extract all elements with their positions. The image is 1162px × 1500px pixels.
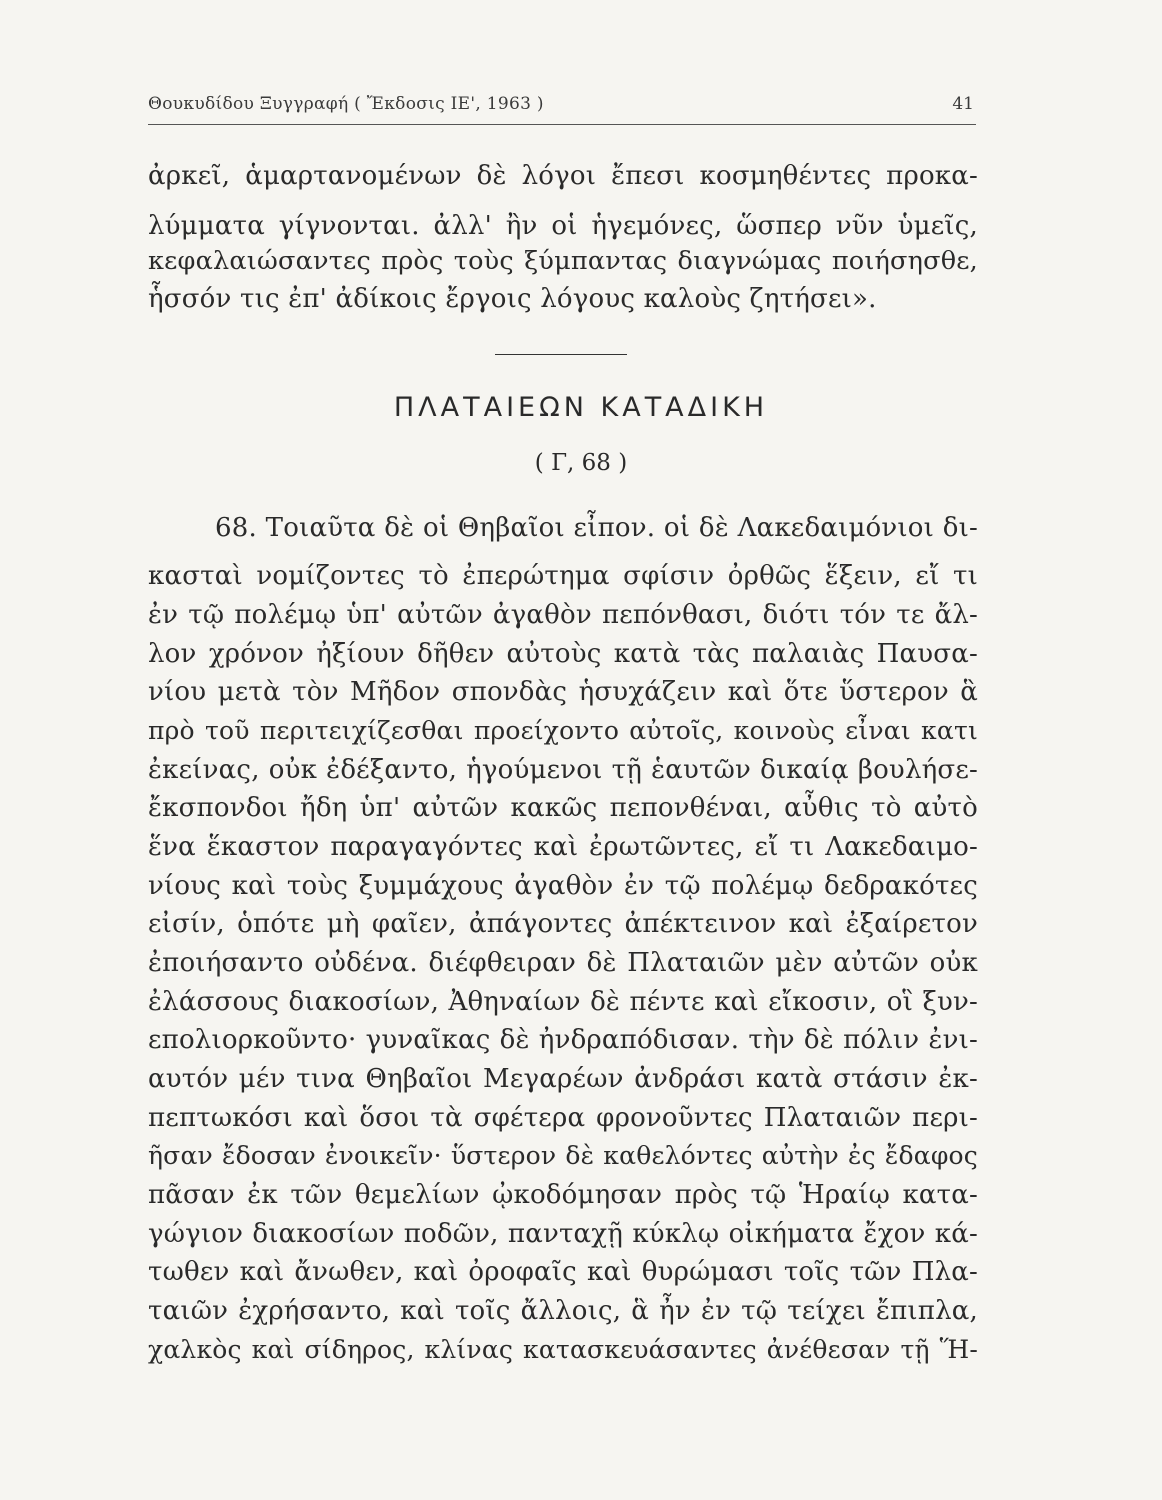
text-line: χαλκὸς καὶ σίδηρος, κλίνας κατασκευάσαντες ἀνέθεσαν τῇ Ἥ-: [148, 1335, 978, 1364]
text-line: ἔκσπονδοι ἤδη ὑπ' αὐτῶν κακῶς πεπονθέναι, αὖθις τὸ αὐτὸ: [148, 793, 978, 823]
section-heading: ΠΛΑΤΑΙΕΩΝ ΚΑΤΑΔΙΚΗ: [393, 392, 769, 423]
text-line: ἐποιήσαντο οὐδένα. διέφθειραν δὲ Πλαταιῶν μὲν αὐτῶν οὐκ: [148, 948, 978, 978]
text-line: ἐν τῷ πολέμῳ ὑπ' αὐτῶν ἀγαθὸν πεπόνθασι, διότι τόν τε ἄλ-: [148, 600, 978, 630]
section-divider: [495, 354, 627, 355]
text-line: κεφαλαιώσαντες πρὸς τοὺς ξύμπαντας διαγνώμας ποιήσησθε,: [148, 246, 978, 276]
text-line: νίους καὶ τοὺς ξυμμάχους ἀγαθὸν ἐν τῷ πολέμῳ δεδρακότες: [148, 871, 978, 901]
header-title: Θουκυδίδου Ξυγγραφή ( Ἔκδοσις ΙΕ', 1963 ): [148, 94, 544, 114]
text-line: κασταὶ νομίζοντες τὸ ἐπερώτημα σφίσιν ὀρθῶς ἕξειν, εἴ τι: [148, 561, 978, 591]
running-header: [148, 94, 976, 125]
text-line: ῆσαν ἔδοσαν ἐνοικεῖν· ὕστερον δὲ καθελόντες αὐτὴν ἐς ἔδαφος: [148, 1141, 978, 1170]
text-line: ἕνα ἕκαστον παραγαγόντες καὶ ἐρωτῶντες, εἴ τι Λακεδαιμο-: [148, 832, 978, 862]
text-line: ἧσσόν τις ἐπ' ἀδίκοις ἔργοις λόγους καλοὺς ζητήσει».: [148, 284, 877, 314]
text-line: εἰσίν, ὁπότε μὴ φαῖεν, ἀπάγοντες ἀπέκτεινον καὶ ἐξαίρετον: [148, 909, 978, 939]
text-line: 68. Τοιαῦτα δὲ οἱ Θηβαῖοι εἶπον. οἱ δὲ Λακεδαιμόνιοι δι-: [215, 513, 978, 543]
text-line: νίου μετὰ τὸν Μῆδον σπονδὰς ἡσυχάζειν καὶ ὅτε ὕστερον ἃ: [148, 677, 978, 707]
text-line: ἀρκεῖ, ἁμαρτανομένων δὲ λόγοι ἔπεσι κοσμηθέντες προκα-: [148, 161, 978, 191]
section-reference: ( Γ, 68 ): [534, 450, 628, 476]
text-line: ἐκείνας, οὐκ ἐδέξαντο, ἡγούμενοι τῇ ἑαυτῶν δικαίᾳ βουλήσε-: [148, 755, 978, 785]
text-line: αυτόν μέν τινα Θηβαῖοι Μεγαρέων ἀνδράσι κατὰ στάσιν ἐκ-: [148, 1064, 978, 1094]
text-line: πεπτωκόσι καὶ ὅσοι τὰ σφέτερα φρονοῦντες Πλαταιῶν περι-: [148, 1103, 978, 1133]
text-line: γώγιον διακοσίων ποδῶν, πανταχῇ κύκλῳ οἰκήματα ἔχον κά-: [148, 1219, 978, 1249]
text-line: πρὸ τοῦ περιτειχίζεσθαι προείχοντο αὐτοῖς, κοινοὺς εἶναι κατι: [148, 716, 978, 745]
text-line: λον χρόνον ἠξίουν δῆθεν αὐτοὺς κατὰ τὰς παλαιὰς Παυσα-: [148, 639, 978, 669]
text-line: επολιορκοῦντο· γυναῖκας δὲ ἠνδραπόδισαν. τὴν δὲ πόλιν ἐνι-: [148, 1025, 978, 1055]
text-line: ἐλάσσους διακοσίων, Ἀθηναίων δὲ πέντε καὶ εἴκοσιν, οἳ ξυν-: [148, 987, 978, 1017]
text-line: ταιῶν ἐχρήσαντο, καὶ τοῖς ἄλλοις, ἃ ἦν ἐν τῷ τείχει ἔπιπλα,: [148, 1296, 978, 1326]
text-line: πᾶσαν ἐκ τῶν θεμελίων ᾠκοδόμησαν πρὸς τῷ Ἡραίῳ κατα-: [148, 1180, 978, 1210]
page-number: 41: [952, 94, 974, 114]
text-line: λύμματα γίγνονται. ἀλλ' ἢν οἱ ἡγεμόνες, ὥσπερ νῦν ὑμεῖς,: [148, 211, 978, 241]
text-line: τωθεν καὶ ἄνωθεν, καὶ ὀροφαῖς καὶ θυρώμασι τοῖς τῶν Πλα-: [148, 1257, 978, 1287]
